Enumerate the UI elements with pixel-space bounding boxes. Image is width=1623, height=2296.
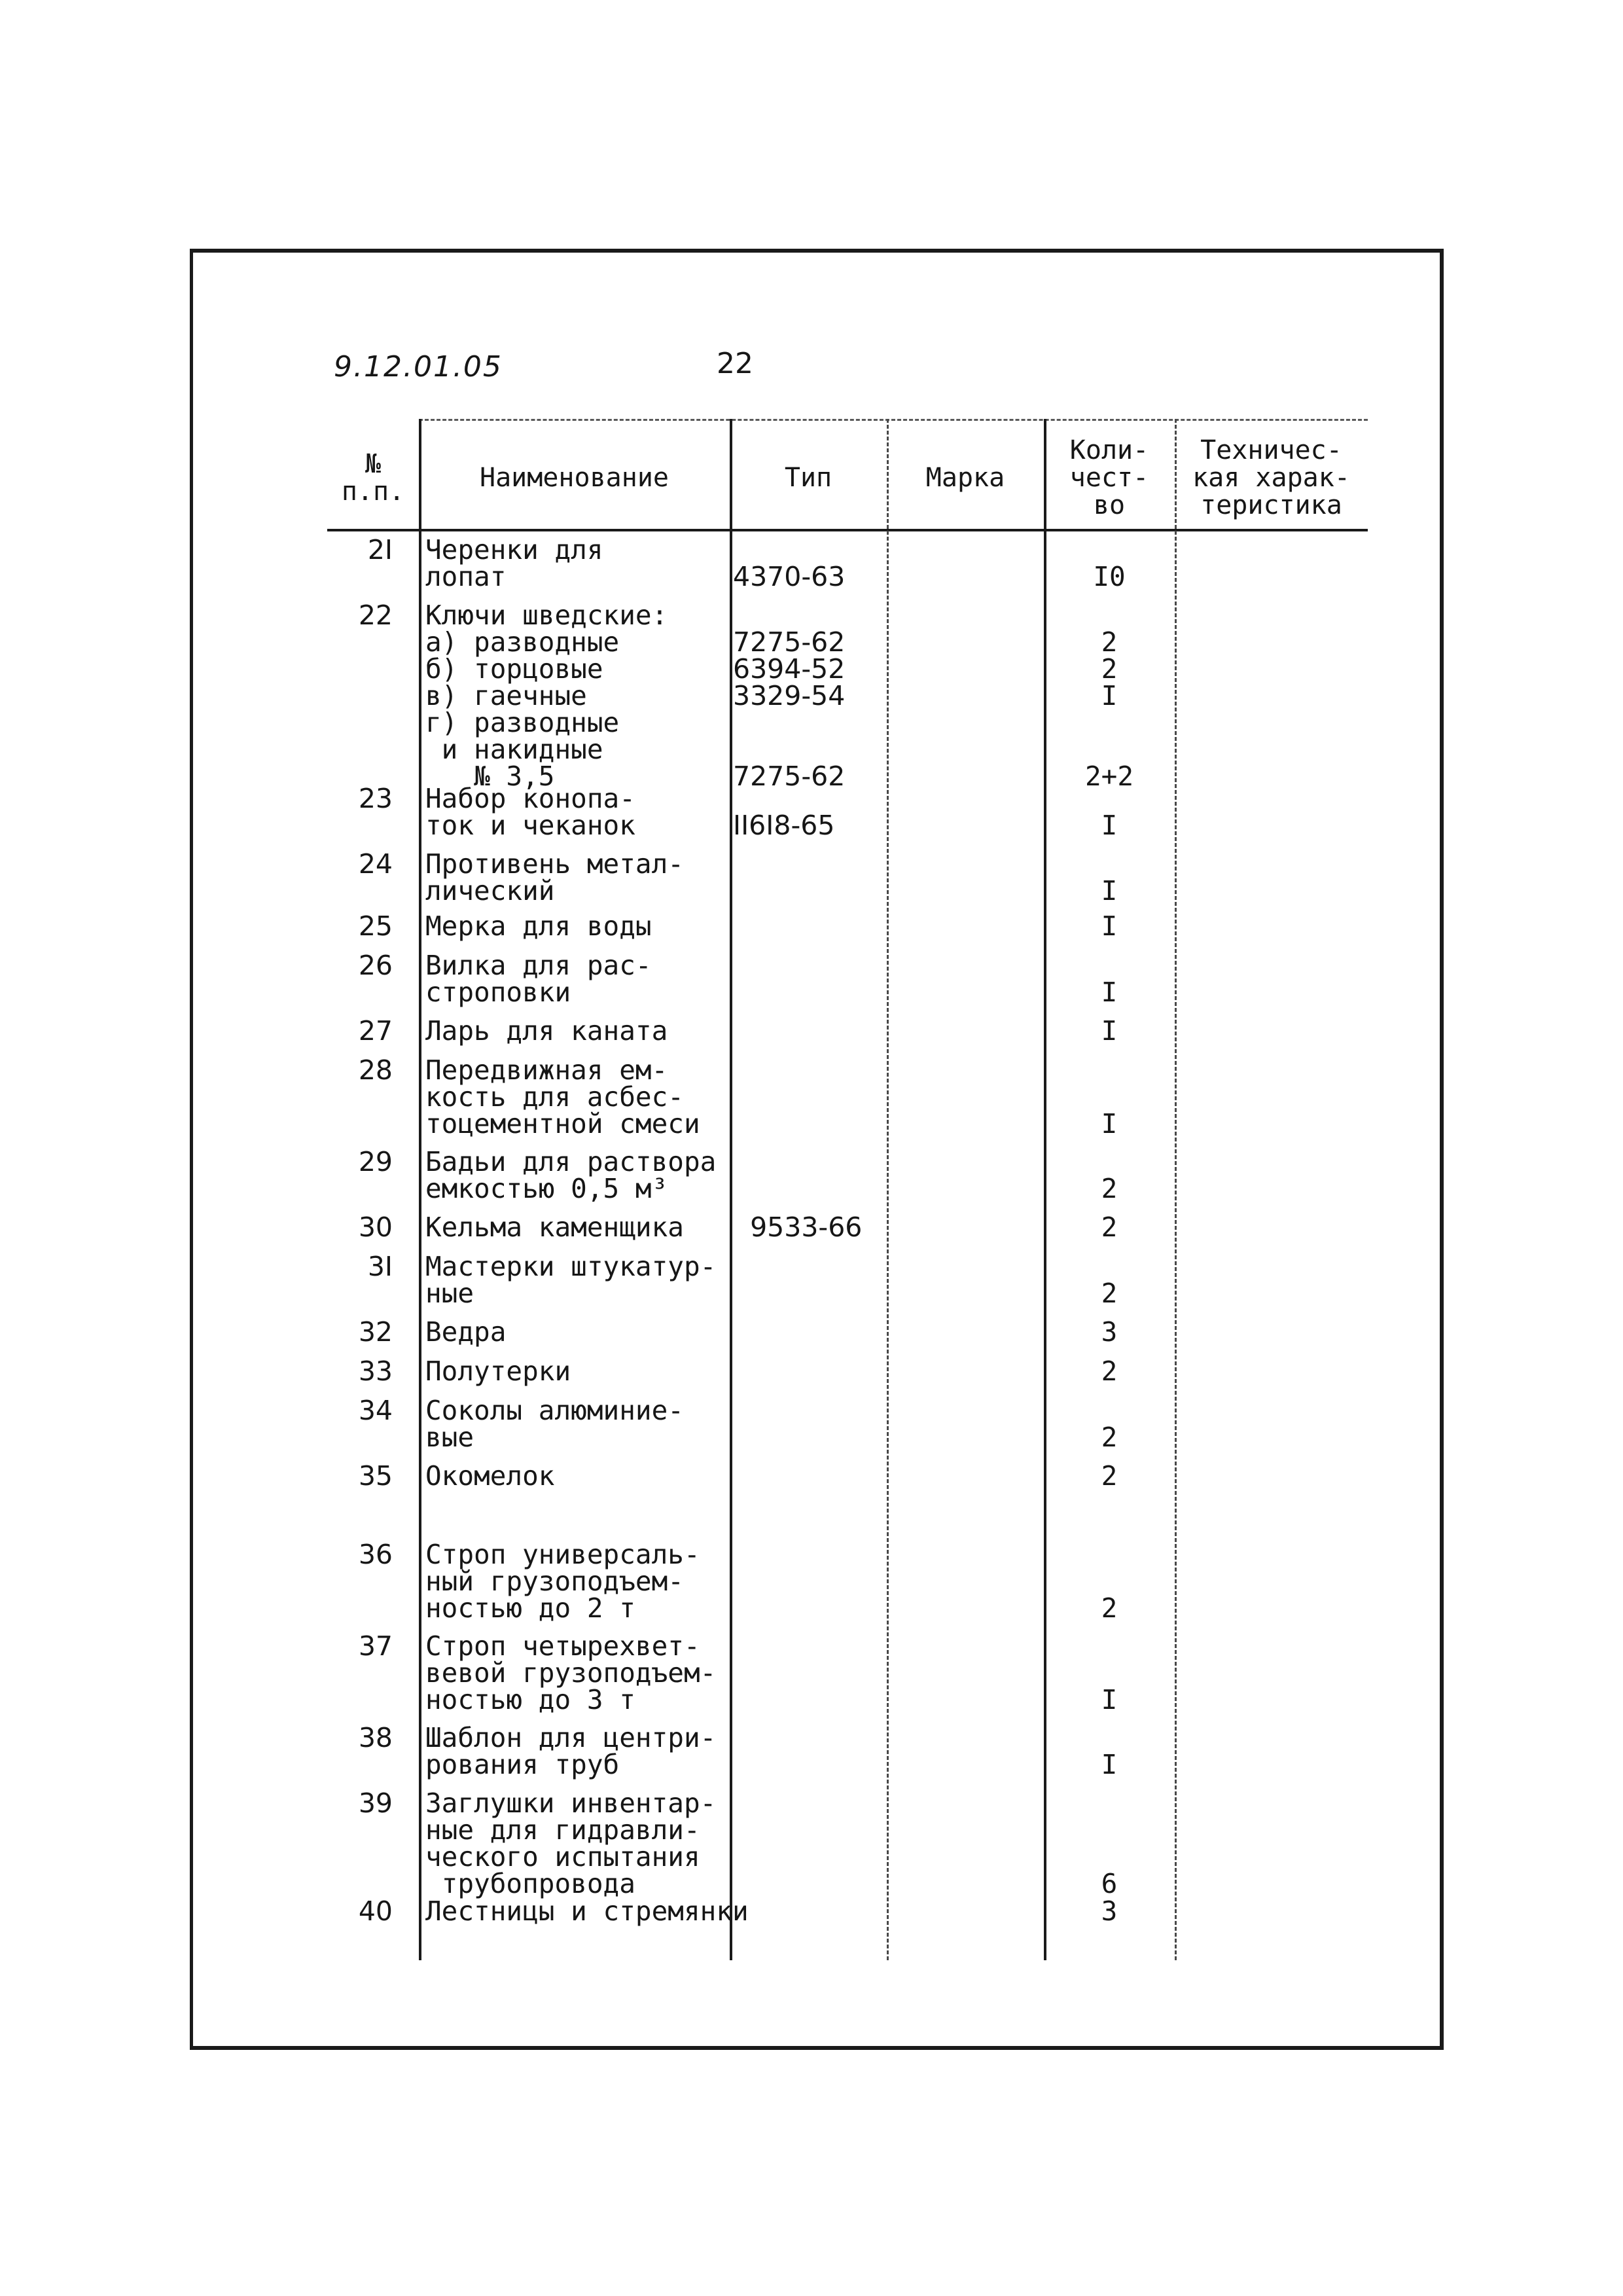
item-quantity: 2 <box>1101 1278 1118 1309</box>
row-number: 38 <box>358 1722 393 1753</box>
row-number: 28 <box>358 1054 393 1086</box>
item-type: 7275-62 6394-52 3329-54 7275-62 <box>733 626 846 792</box>
item-type: 9533-66 <box>733 1211 863 1243</box>
row-number: 40 <box>358 1895 393 1927</box>
item-quantity: I <box>1101 1749 1118 1780</box>
item-name: Лестницы и стремянки <box>425 1895 749 1927</box>
item-quantity: 2 <box>1101 1211 1118 1243</box>
item-name: Вилка для рас- строповки <box>425 950 652 1008</box>
row-number: 37 <box>358 1630 393 1662</box>
item-name: Ларь для каната <box>425 1015 668 1047</box>
item-name: Мастерки штукатур- ные <box>425 1251 717 1309</box>
header-num: № п.п. <box>341 449 405 507</box>
row-number: 25 <box>358 910 393 942</box>
item-quantity: 2 <box>1101 1592 1118 1624</box>
header-mark: Марка <box>925 463 1005 493</box>
item-name: Кельма каменщика <box>425 1211 684 1243</box>
item-type: 4370-63 <box>733 561 846 592</box>
column-divider <box>1044 419 1046 1960</box>
item-name: Ведра <box>425 1316 507 1348</box>
item-name: Передвижная ем- кость для асбес- тоцементной смеси <box>425 1054 700 1139</box>
item-quantity: 6 <box>1101 1868 1118 1899</box>
table-header-rule <box>327 529 1368 531</box>
row-number: 23 <box>358 783 393 814</box>
header-name: Наименование <box>480 463 669 493</box>
page-number: 22 <box>717 347 753 380</box>
item-quantity: 3 <box>1101 1316 1118 1348</box>
item-quantity: I0 <box>1093 561 1126 592</box>
item-quantity: 2 <box>1101 1355 1118 1387</box>
row-number: 33 <box>358 1355 393 1387</box>
table-top-rule <box>419 419 1368 421</box>
item-name: Бадьи для раствора емкостью 0,5 м³ <box>425 1146 717 1204</box>
item-quantity: 3 <box>1101 1895 1118 1927</box>
item-name: Соколы алюминие- вые <box>425 1395 684 1453</box>
item-name: Шаблон для центри- рования труб <box>425 1722 717 1780</box>
column-divider <box>419 419 421 1960</box>
row-number: 30 <box>358 1211 393 1243</box>
item-name: Мерка для воды <box>425 910 652 942</box>
item-quantity: I <box>1101 1108 1118 1139</box>
row-number: 34 <box>358 1395 393 1426</box>
header-tech: Техничес- кая харак- теристика <box>1192 435 1350 520</box>
row-number: 22 <box>358 600 393 631</box>
item-quantity: I <box>1101 910 1118 942</box>
row-number: 2I <box>367 534 393 565</box>
row-number: 29 <box>358 1146 393 1177</box>
row-number: 36 <box>358 1539 393 1570</box>
item-quantity: 2 <box>1101 1460 1118 1492</box>
item-quantity: 2 <box>1101 1422 1118 1453</box>
column-divider <box>887 419 889 1960</box>
item-quantity: 2 <box>1101 1173 1118 1204</box>
item-quantity: I <box>1101 1015 1118 1047</box>
item-quantity: I <box>1101 810 1118 841</box>
item-name: Строп четырехвет- вевой грузоподъем- ностью до 3 т <box>425 1630 717 1715</box>
row-number: 3I <box>367 1251 393 1282</box>
row-number: 32 <box>358 1316 393 1348</box>
item-name: Полутерки <box>425 1355 571 1387</box>
item-type: II6I8-65 <box>733 810 835 841</box>
item-quantity: I <box>1101 1684 1118 1715</box>
item-name: Набор конопа- ток и чеканок <box>425 783 635 841</box>
row-number: 26 <box>358 950 393 981</box>
item-name: Заглушки инвентар- ные для гидравли- ческого испытания трубопровода <box>425 1787 717 1899</box>
item-quantity: I <box>1101 875 1118 906</box>
row-number: 27 <box>358 1015 393 1047</box>
item-name: Окомелок <box>425 1460 555 1492</box>
specification-table <box>327 419 1368 1960</box>
item-name: Черенки для лопат <box>425 534 603 592</box>
item-quantity: 2 2 I 2+2 <box>1084 626 1134 792</box>
row-number: 24 <box>358 848 393 880</box>
item-name: Противень метал- лический <box>425 848 684 906</box>
item-quantity: I <box>1101 977 1118 1008</box>
column-divider <box>1175 419 1177 1960</box>
document-code: 9.12.01.05 <box>334 350 503 384</box>
header-type: Тип <box>784 463 832 493</box>
header-qty: Коли- чест- во <box>1069 435 1149 520</box>
item-name: Строп универсаль- ный грузоподъем- ностью до 2 т <box>425 1539 700 1624</box>
row-number: 35 <box>358 1460 393 1492</box>
row-number: 39 <box>358 1787 393 1819</box>
item-name: Ключи шведские: а) разводные б) торцовые в) гаечные г) разводные и накидные № 3,5 <box>425 600 668 792</box>
